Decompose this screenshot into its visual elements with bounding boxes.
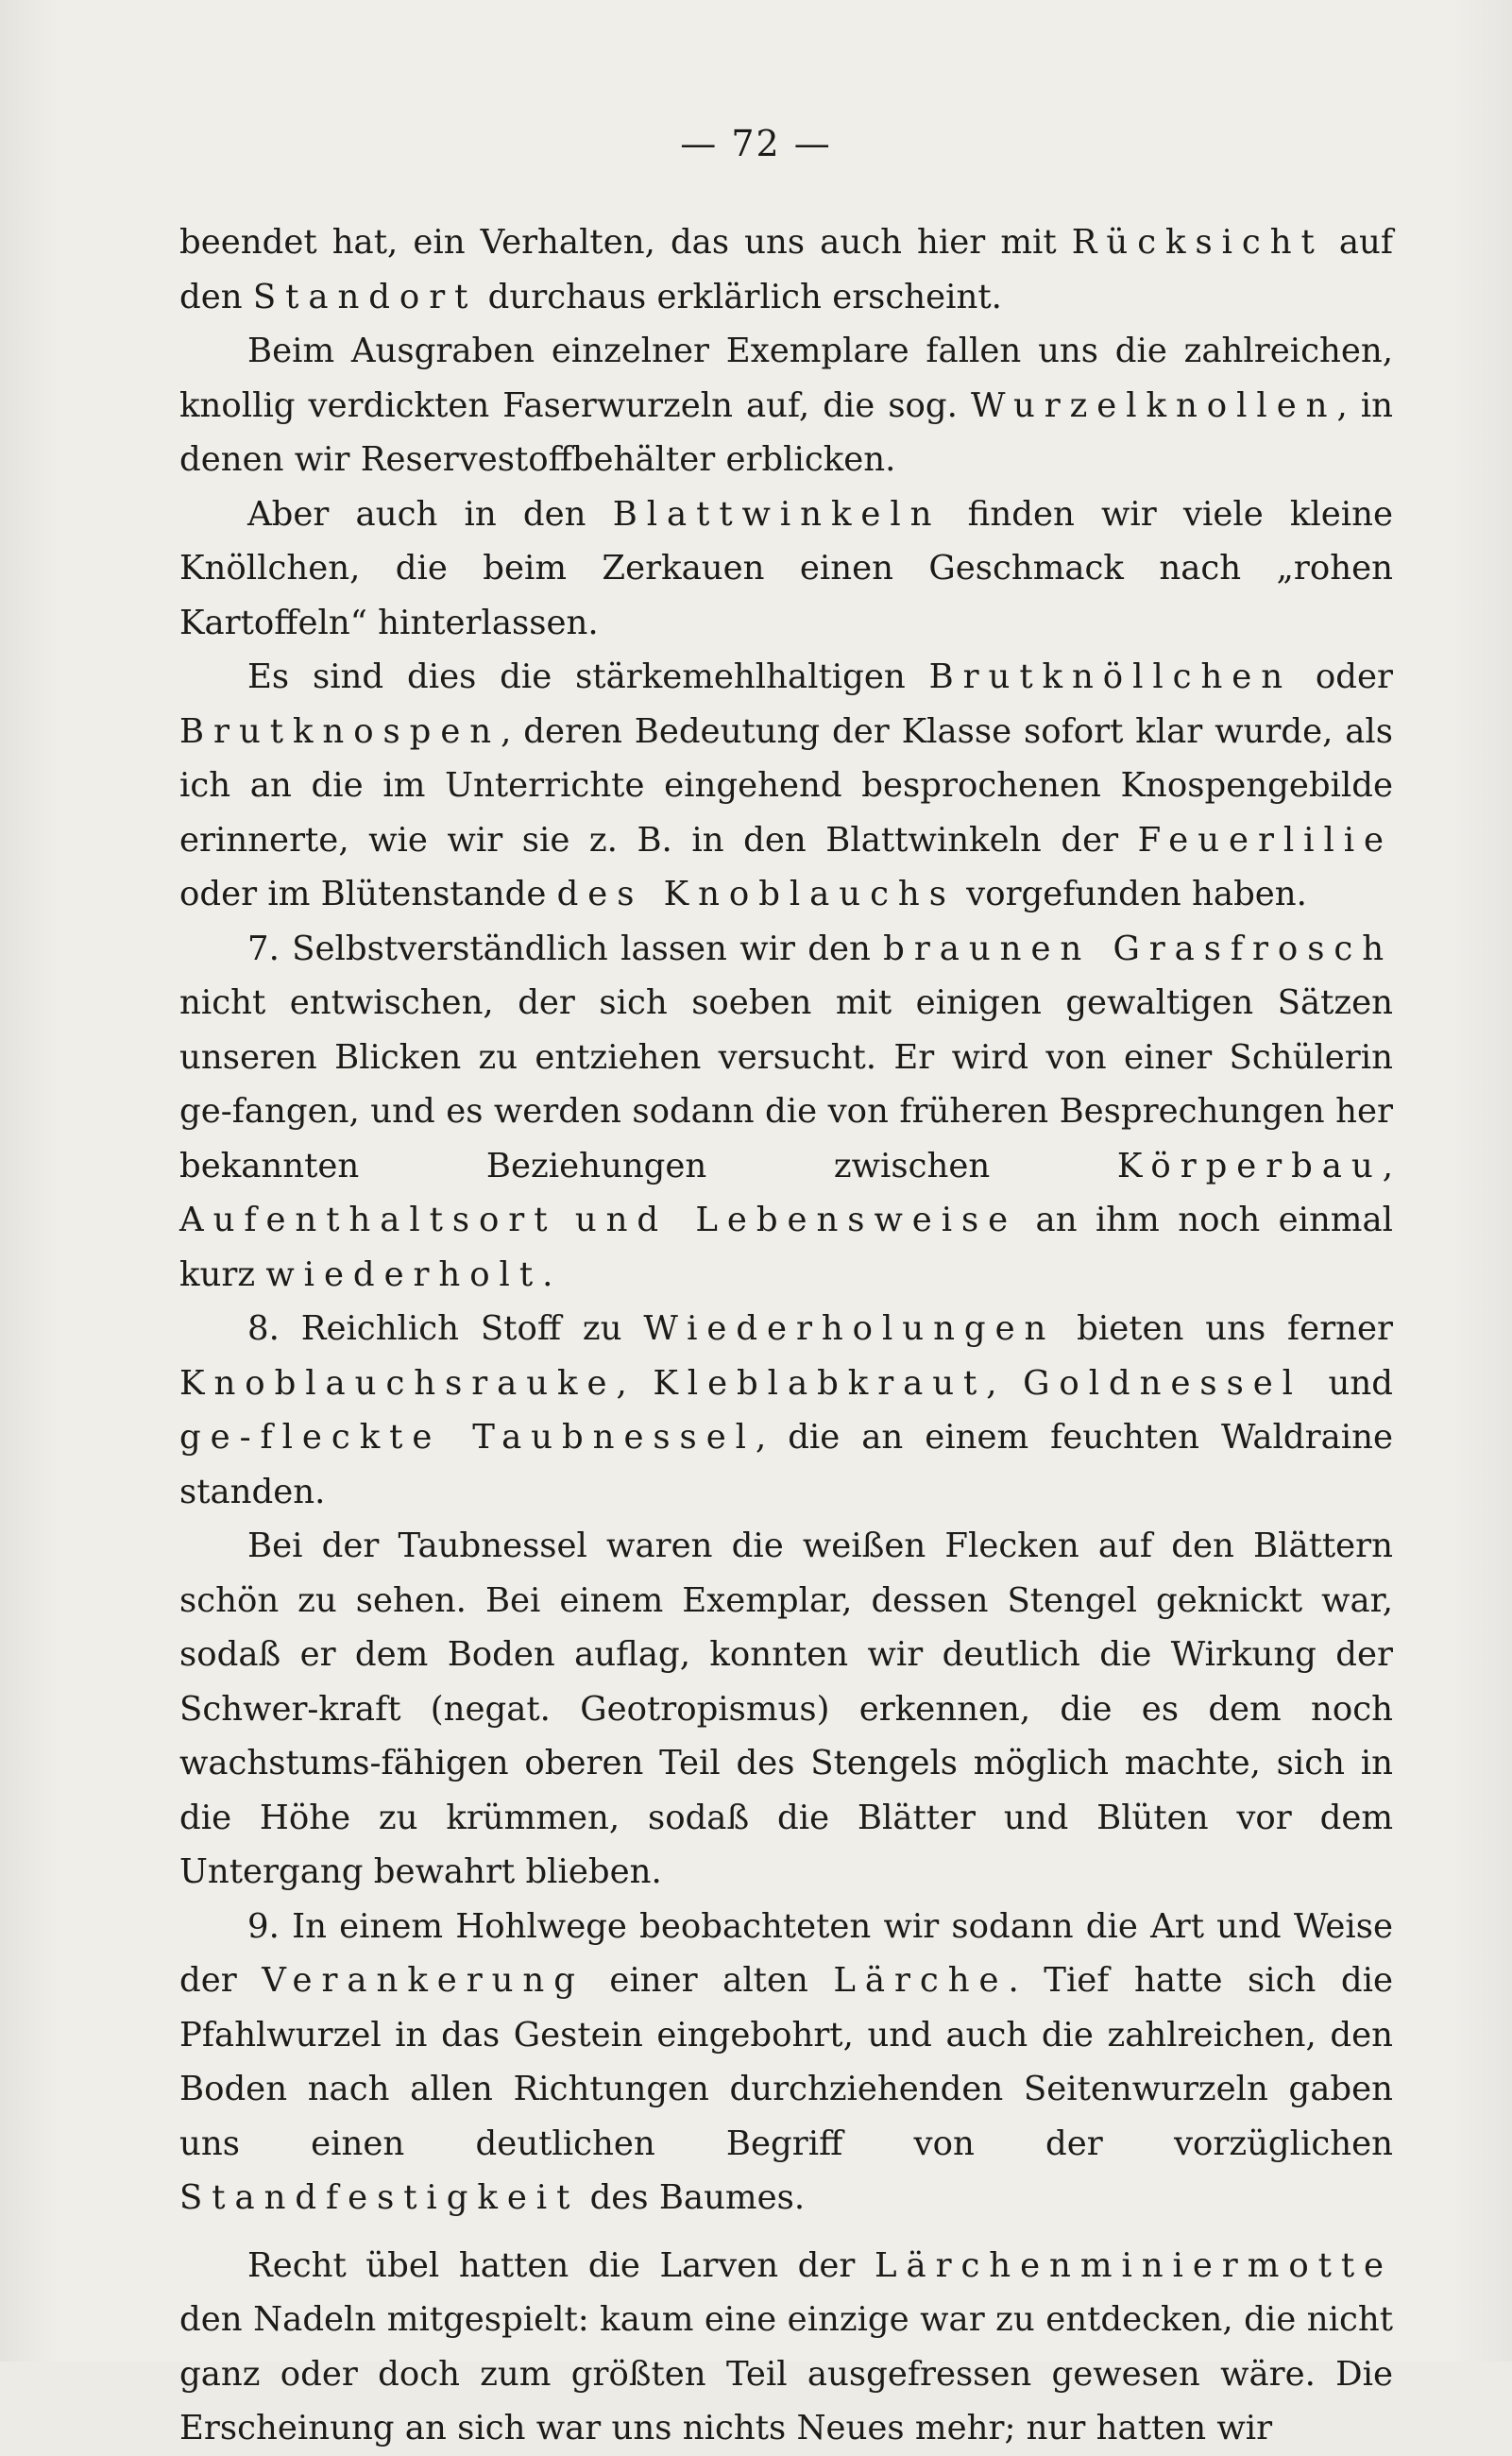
emphasized-term: Goldnessel: [1023, 1363, 1302, 1403]
paragraph-2: Beim Ausgraben einzelner Exemplare fallen uns die zahlreichen, knollig verdickten Faserwurzeln auf, die sog. Wurzelknollen, in denen wir Reservestoffbehälter erblicken.: [179, 332, 1393, 479]
paragraph-3: Aber auch in den Blattwinkeln finden wir viele kleine Knöllchen, die beim Zerkauen einen Geschmack nach „rohen Kartoffeln“ hinterlassen.: [179, 494, 1393, 642]
body-text: [179, 215, 1393, 2456]
emphasized-term: Wiederholungen: [643, 1309, 1056, 1348]
emphasized-term: Körperbau: [1116, 1146, 1383, 1185]
emphasized-term: Brutknöllchen: [928, 657, 1293, 696]
emphasized-term: Feuerlilie: [1137, 820, 1393, 860]
emphasized-term: Blattwinkeln: [612, 494, 942, 534]
paragraph-1: beendet hat, ein Verhalten, das uns auch hier mit Rücksicht auf den Standort durchaus erklärlich erscheint.: [179, 223, 1394, 316]
emphasized-term: Lärchenminiermotte: [874, 2245, 1393, 2285]
paragraph-7: Bei der Taubnessel waren die weißen Flecken auf den Blättern schön zu sehen. Bei einem Exemplar, dessen Stengel geknickt war, sodaß er dem Boden auflag, konnten wir deutlich die Wirkung der Schwer-kraft (negat. Geotropismus) erkennen, die es dem noch wachstums-fähigen oberen Teil des Stengels möglich machte, sich in die Höhe zu krümmen, sodaß die Blätter und Blüten vor dem Untergang bewahrt blieben.: [179, 1526, 1393, 1891]
emphasized-term: Aufenthaltsort: [179, 1201, 557, 1239]
paragraph-6: 8. Reichlich Stoff zu Wiederholungen bieten uns ferner Knoblauchsrauke, Kleblabkraut, Goldnessel und ge-fleckte Taubnessel, die an einem feuchten Waldraine standen.: [179, 1309, 1394, 1511]
page-number: — 72 —: [680, 123, 832, 164]
emphasized-term: Knoblauchsrauke: [179, 1363, 617, 1403]
paragraph-5: 7. Selbstverständlich lassen wir den braunen Grasfrosch nicht entwischen, der sich soeben mit einigen gewaltigen Sätzen unseren Blicken zu entziehen versucht. Er wird von einer Schülerin ge-fangen, und es werden sodann die von früheren Besprechungen her bekannten Beziehungen zwischen Körperbau, Aufenthaltsort und Lebensweise an ihm noch einmal kurz wiederholt.: [179, 929, 1393, 1294]
paragraph-9: Recht übel hatten die Larven der Lärchenminiermotte den Nadeln mitgespielt: kaum eine einzige war zu entdecken, die nicht ganz oder doch zum größten Teil ausgefressen gewesen wäre. Die Erscheinung an sich war uns nichts Neues mehr; nur hatten wir: [179, 2245, 1393, 2447]
emphasized-term: Wurzelknollen: [970, 385, 1337, 425]
emphasized-term: Standfestigkeit: [179, 2178, 580, 2217]
emphasized-term: Rücksicht: [1071, 223, 1324, 262]
emphasized-term: Kleblabkraut: [653, 1363, 987, 1403]
emphasized-term: des Knoblauchs: [556, 875, 956, 913]
emphasized-term: Verankerung: [262, 1961, 585, 2000]
emphasized-term: wiederholt: [265, 1254, 543, 1294]
paragraph-4: Es sind dies die stärkemehlhaltigen Brutknöllchen oder Brutknospen, deren Bedeutung der Klasse sofort klar wurde, als ich an die im Unterrichte eingehend besprochenen Knospengebilde erinnerte, wie wir sie z. B. in den Blattwinkeln der Feuerlilie oder im Blütenstande des Knoblauchs vorgefunden haben.: [179, 657, 1393, 913]
emphasized-term: Standort: [252, 277, 478, 316]
emphasized-term: ge-fleckte Taubnessel: [179, 1418, 756, 1457]
emphasized-term: Lärche: [833, 1961, 1009, 2000]
emphasized-term: Brutknospen: [179, 711, 501, 751]
paragraph-8: 9. In einem Hohlwege beobachteten wir sodann die Art und Weise der Verankerung einer alten Lärche. Tief hatte sich die Pfahlwurzel in das Gestein eingebohrt, und auch die zahlreichen, den Boden nach allen Richtungen durchziehenden Seitenwurzeln gaben uns einen deutlichen Begriff von der vorzüglichen Standfestigkeit des Baumes.: [179, 1906, 1393, 2217]
emphasized-term: und Lebensweise: [574, 1201, 1018, 1239]
emphasized-term: braunen Grasfrosch: [883, 929, 1393, 968]
